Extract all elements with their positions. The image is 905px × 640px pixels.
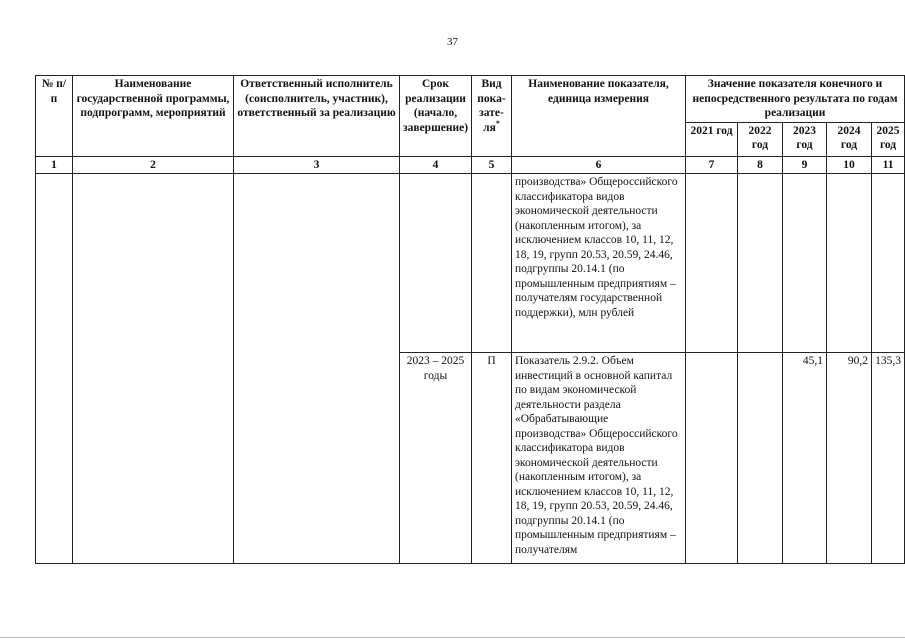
header-year-2025: 2025 год xyxy=(872,122,905,156)
cell-type: П xyxy=(472,353,512,564)
cell-value-2022 xyxy=(738,353,783,564)
header-year-2021: 2021 год xyxy=(686,122,738,156)
header-year-2023: 2023 год xyxy=(783,122,827,156)
column-numbers-row xyxy=(36,156,905,174)
scan-edge-line xyxy=(0,637,905,638)
col-number: 3 xyxy=(234,156,400,174)
col-number: 10 xyxy=(827,156,872,174)
cell-program-name xyxy=(73,174,234,564)
cell-term xyxy=(400,174,472,353)
col-number: 11 xyxy=(872,156,905,174)
cell-term: 2023 – 2025 годы xyxy=(400,353,472,564)
cell-value-2022 xyxy=(738,174,783,353)
header-year-2022: 2022 год xyxy=(738,122,783,156)
cell-value-2025: 135,3 xyxy=(872,353,905,564)
header-term: Срок реализации (начало, завершение) xyxy=(400,76,472,157)
col-number: 6 xyxy=(512,156,686,174)
col-number: 4 xyxy=(400,156,472,174)
cell-value-2023: 45,1 xyxy=(783,353,827,564)
program-indicators-table xyxy=(35,75,905,564)
col-number: 1 xyxy=(36,156,73,174)
cell-type xyxy=(472,174,512,353)
header-indicator-type-label: Вид пока-зате-ля xyxy=(477,78,506,134)
col-number: 5 xyxy=(472,156,512,174)
cell-value-2024 xyxy=(827,174,872,353)
col-number: 7 xyxy=(686,156,738,174)
header-year-2024: 2024 год xyxy=(827,122,872,156)
cell-value-2024: 90,2 xyxy=(827,353,872,564)
header-row-1 xyxy=(36,76,905,123)
footnote-mark: * xyxy=(495,118,500,128)
cell-value-2021 xyxy=(686,353,738,564)
cell-responsible xyxy=(234,174,400,564)
col-number: 9 xyxy=(783,156,827,174)
header-num: № п/п xyxy=(36,76,73,157)
header-values: Значение показателя конечного и непосредственного результата по годам реализации xyxy=(686,76,905,123)
col-number: 2 xyxy=(73,156,234,174)
col-number: 8 xyxy=(738,156,783,174)
cell-indicator: производства» Общероссийского классификатора видов экономической деятельности (накопленным итогом), за исключением классов 10, 11, 12, 18, 19, групп 20.53, 20.59, 24.46, подгруппы 20.14.1 (по промышленным предприятиям – получателям государственной поддержки), млн рублей xyxy=(512,174,686,353)
header-program-name: Наименование государственной программы, подпрограмм, мероприятий xyxy=(73,76,234,157)
cell-value-2025 xyxy=(872,174,905,353)
header-indicator-type xyxy=(472,76,512,157)
cell-num xyxy=(36,174,73,564)
table-row xyxy=(36,174,905,353)
cell-value-2021 xyxy=(686,174,738,353)
header-indicator-name: Наименование показателя, единица измерения xyxy=(512,76,686,157)
header-responsible: Ответственный исполнитель (соисполнитель, участник), ответственный за реализацию xyxy=(234,76,400,157)
cell-indicator: Показатель 2.9.2. Объем инвестиций в основной капитал по видам экономической деятельности раздела «Обрабатывающие производства» Общероссийского классификатора видов экономической деятельности (накопленным итогом), за исключением классов 10, 11, 12, 18, 19, групп 20.53, 20.59, 24.46, подгруппы 20.14.1 (по промышленным предприятиям – получателям xyxy=(512,353,686,564)
page-number: 37 xyxy=(447,36,458,48)
cell-value-2023 xyxy=(783,174,827,353)
